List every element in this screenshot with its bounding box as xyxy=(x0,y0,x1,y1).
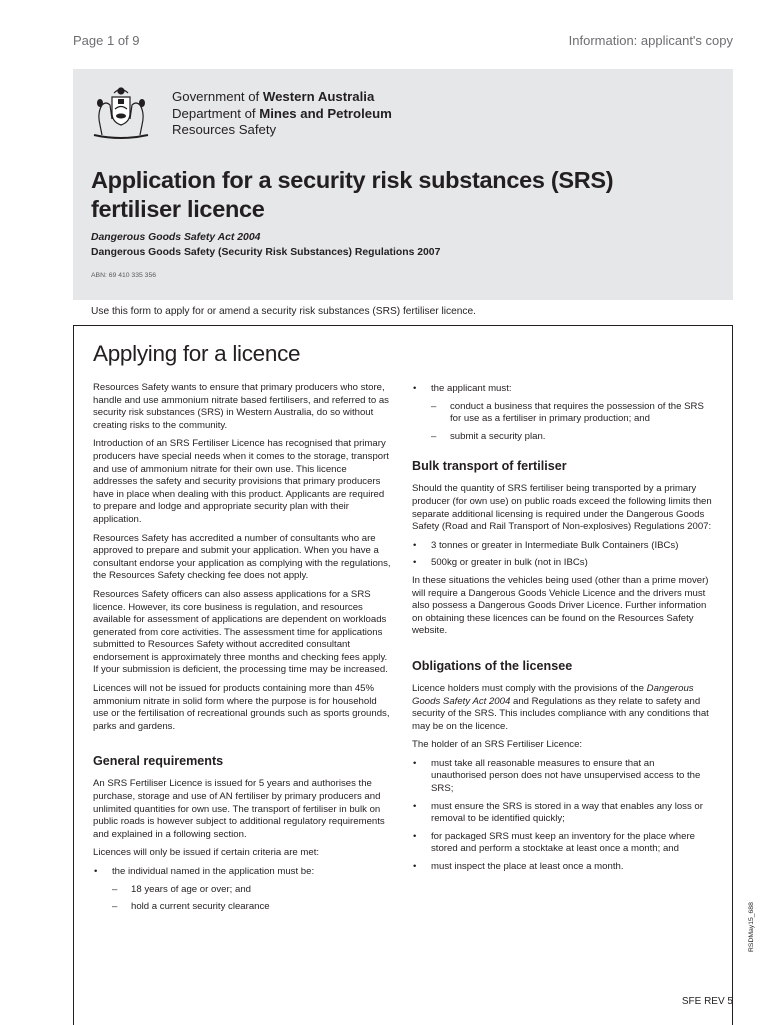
paragraph: Resources Safety officers can also assess applications for a SRS licence. However, its core business is regulation, and resources available for assessment of applications are dependent on workloads generated from core activities. The assessment time for applications submitted to Resources Safety without accredited consultant endorsement is approximately three months and checking fees apply. If your submission is deficient, the processing time may be increased. xyxy=(93,588,388,676)
paragraph: The holder of an SRS Fertiliser Licence: xyxy=(412,739,583,751)
limits-list xyxy=(412,540,712,570)
list-item: • must take all reasonable measures to ensure that an unauthorised person does not have unsupervised access to the SRS; xyxy=(412,758,712,796)
paragraph xyxy=(412,683,712,733)
abn-number: ABN: 69 410 335 356 xyxy=(91,272,156,279)
paragraph: An SRS Fertiliser Licence is issued for 5 years and authorises the purchase, storage and use of AN fertiliser by primary producers and unlimited quantities for own use. The transport of fertiliser in bulk on public roads is however subject to additional regulatory requirements and explained in a following section. xyxy=(93,778,385,840)
list-item: • the applicant must: xyxy=(412,383,712,396)
criteria-list-continued xyxy=(412,383,712,443)
list-item: • must ensure the SRS is stored in a way that enables any loss or removal to be identified quickly; xyxy=(412,801,712,826)
paragraph: Resources Safety has accredited a number of consultants who are approved to prepare and submit your application. When you have a consultant endorse your application as complying with the regulations, the Resources Safety checking fee does not apply. xyxy=(93,532,391,582)
side-document-code: RSDMay15_688 xyxy=(748,902,755,952)
government-block xyxy=(172,89,392,139)
gov-state: Western Australia xyxy=(262,89,375,104)
title-line-1: Application for a security risk substances (SRS) xyxy=(91,167,614,193)
list-item: • must inspect the place at least once a month. xyxy=(412,861,712,874)
paragraph: In these situations the vehicles being used (other than a prime mover) will require a Dangerous Goods Vehicle Licence and the drivers must also possess a Dangerous Goods Driver Licence. Further information on obtaining these licences can be found on the Resources Safety website. xyxy=(412,574,709,637)
right-column xyxy=(412,383,712,879)
text-run: and Regulations as they relate to safety and security of the SRS. This includes compliance with any conditions that may be on the licence. xyxy=(412,695,709,732)
document-title xyxy=(91,166,711,224)
act-name: Dangerous Goods Safety Act 2004 xyxy=(91,232,261,243)
division-name: Resources Safety xyxy=(172,122,277,137)
gov-prefix: Government of xyxy=(172,89,263,104)
list-item: • for packaged SRS must keep an inventory for the place where stored and perform a stocktake at least once a month; and xyxy=(412,831,712,856)
header-band xyxy=(73,69,733,300)
list-item: – submit a security plan. xyxy=(412,431,712,444)
paragraph: Licences will only be issued if certain criteria are met: xyxy=(93,847,320,859)
left-column xyxy=(93,382,393,919)
list-item: – 18 years of age or over; and xyxy=(93,884,393,897)
text-run: Licence holders must comply with the provisions of the xyxy=(412,682,647,694)
title-line-2: fertiliser licence xyxy=(91,196,265,222)
intro-text: Use this form to apply for or amend a security risk substances (SRS) fertiliser licence. xyxy=(91,306,476,317)
heading-general-requirements: General requirements xyxy=(93,754,224,769)
coat-of-arms-icon xyxy=(90,83,152,141)
list-item: – conduct a business that requires the possession of the SRS for use as a fertiliser in primary production; and xyxy=(412,401,712,426)
list-item: • 3 tonnes or greater in Intermediate Bulk Containers (IBCs) xyxy=(412,540,712,553)
list-item: • 500kg or greater in bulk (not in IBCs) xyxy=(412,557,712,570)
list-item: – hold a current security clearance xyxy=(93,901,393,914)
heading-bulk-transport: Bulk transport of fertiliser xyxy=(412,459,567,474)
revision-label: SFE REV 5 xyxy=(681,996,733,1007)
act-reference: Dangerous Goods Safety Act 2004 xyxy=(412,682,694,707)
regulation-name: Dangerous Goods Safety (Security Risk Substances) Regulations 2007 xyxy=(91,247,441,258)
obligations-list xyxy=(412,758,712,874)
paragraph: Should the quantity of SRS fertiliser being transported by a primary producer (for own use) on public roads exceed the following limits then separate additional licensing is required under the Dangerous Goods Safety (Road and Rail Transport of Non-explosives) Regulations 2007: xyxy=(412,483,712,533)
paragraph: Resources Safety wants to ensure that primary producers who store, handle and use ammonium nitrate based fertilisers, and referred to as security risk substances (SRS) in Western Australia, do so without creating risks to the community. xyxy=(93,382,389,431)
heading-obligations: Obligations of the licensee xyxy=(412,658,573,673)
section-title: Applying for a licence xyxy=(93,341,301,366)
list-item: • the individual named in the application must be: xyxy=(93,866,393,879)
criteria-list xyxy=(93,866,393,914)
page-number: Page 1 of 9 xyxy=(73,33,140,48)
dept-prefix: Department of xyxy=(172,105,260,121)
paragraph: Introduction of an SRS Fertiliser Licence has recognised that primary producers have special needs when it comes to the storage, transport and use of ammonium nitrate for their own use. This licence addresses the safety and security provisions that primary producers have in place when dealing with this product. Applicants are required to prepare and lodge and appropriate security plan with their application. xyxy=(93,438,389,525)
applying-section xyxy=(73,325,733,1025)
copy-label: Information: applicant's copy xyxy=(568,33,733,48)
dept-name: Mines and Petroleum xyxy=(259,105,392,121)
paragraph: Licences will not be issued for products containing more than 45% ammonium nitrate in solid form where the purpose is for household use or the fertilisation of recreational grounds such as sports grounds, parks and gardens. xyxy=(93,683,390,732)
